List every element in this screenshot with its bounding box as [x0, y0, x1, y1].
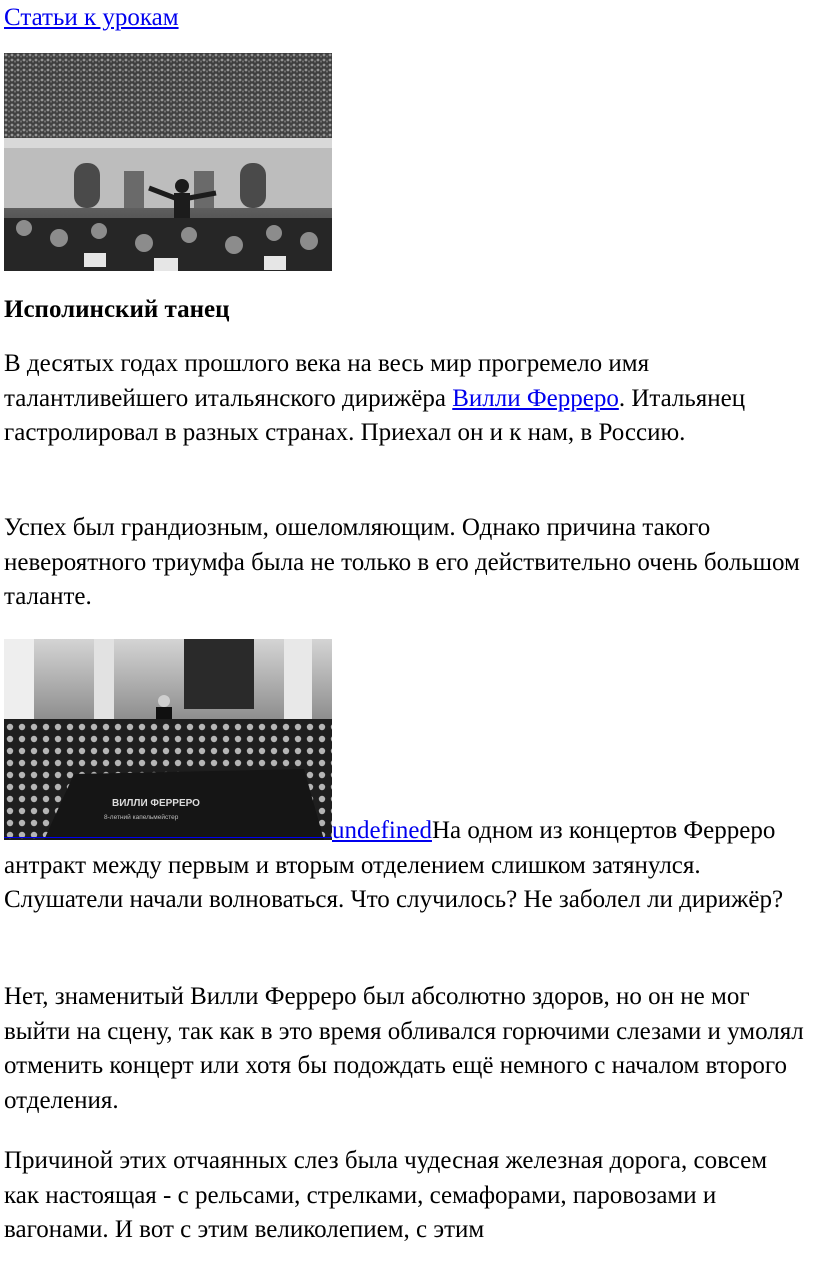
paragraph-3: [4, 814, 804, 918]
banner-line-2: 8-летний капельмейстер: [104, 814, 179, 821]
breadcrumb-link[interactable]: Статьи к урокам: [4, 4, 179, 31]
paragraph-1: [4, 347, 804, 451]
paragraph-3-text: На одном из концертов Ферреро антракт между первым и вторым отделением слишком затянулся. Слушатели начали волноваться. Что случилось? Не заболел ли дирижёр?: [4, 817, 784, 913]
paragraph-1-text-start: В десятых годах прошлого века на весь мир прогремело имя талантливейшего итальянского дирижёра: [4, 350, 650, 412]
paragraph-5: Причиной этих отчаянных слез была чудесная железная дорога, совсем как настоящая - с рельсами, стрелками, семафорами, паровозами и вагонами. И вот с этим великолепием, с этим: [4, 1147, 768, 1243]
orchestra-group-photo[interactable]: [4, 639, 332, 840]
photo-link-underline[interactable]: [4, 836, 332, 838]
undefined-link[interactable]: undefined: [332, 817, 432, 844]
paragraph-1-text-end: . Итальянец гастролировал в разных странах. Приехал он и к нам, в Россию.: [4, 384, 746, 446]
paragraph-4: Нет, знаменитый Вилли Ферреро был абсолютно здоров, но он не мог выйти на сцену, так как в это время обливался горючими слезами и умолял отменить концерт или хотя бы подождать ещё немного с началом второго отделения.: [4, 983, 804, 1114]
article-title: Исполинский танец: [4, 296, 230, 323]
paragraph-2: Успех был грандиозным, ошеломляющим. Однако причина такого невероятного триумфа была не только в его действительно очень большом таланте.: [4, 514, 800, 610]
orchestra-conductor-photo: [4, 53, 332, 271]
banner-line-1: ВИЛЛИ ФЕРРЕРО: [112, 798, 200, 809]
conductor-name-link[interactable]: Вилли Ферреро: [452, 384, 619, 412]
